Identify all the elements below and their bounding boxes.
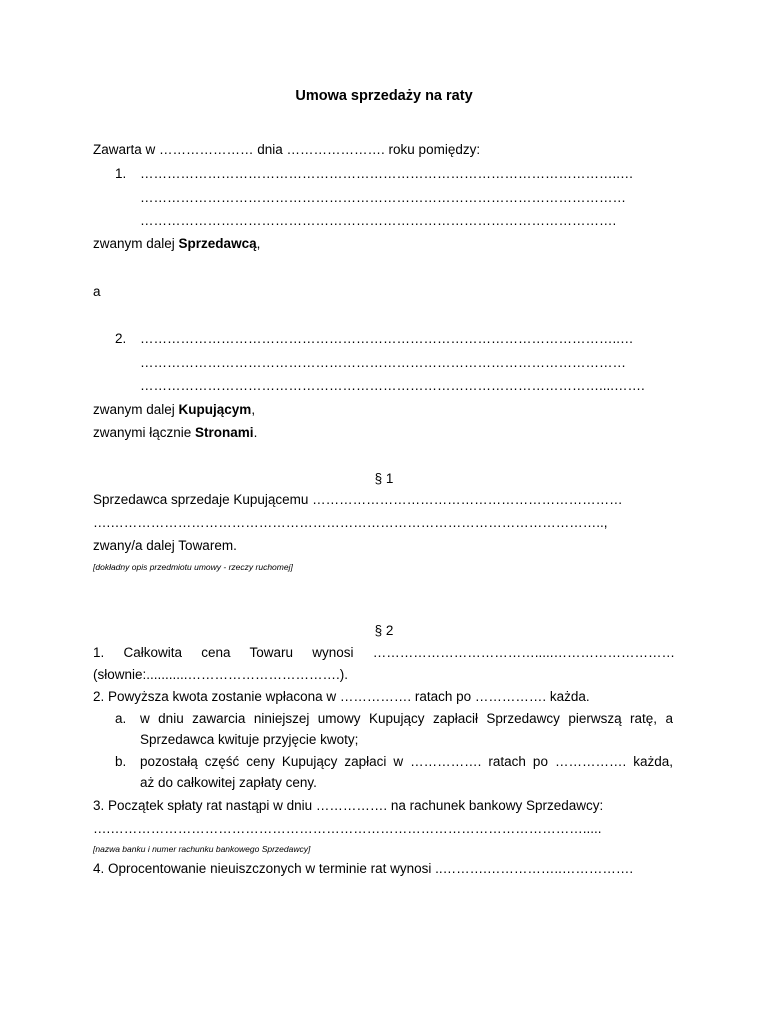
party1-line-3: ……………………………………………………………………………………………. (140, 213, 617, 228)
parties-designation (93, 423, 675, 443)
party1-line-1: ……………………………………………………………………………………………..… (140, 166, 634, 181)
section-1-heading: § 1 (374, 471, 394, 486)
party2-line-1: ……………………………………………………………………………………………..… (140, 331, 634, 346)
seller-designation-prefix: zwanym dalej (93, 236, 179, 251)
item-a-line-1: w dniu zawarcia niniejszej umowy Kupujący zapłacił Sprzedawcy pierwszą ratę, a (140, 711, 673, 726)
parties-designation-suffix: . (253, 425, 258, 440)
parties-designation-prefix: zwanymi łącznie (93, 425, 196, 440)
section-1-line-2: ….……………………………………………………………………………………………….., (93, 515, 608, 530)
section-2-p3-note: [nazwa banku i numer rachunku bankowego Sprzedawcy] (93, 844, 311, 854)
section-2-p1-line-1: 1. Całkowita cena Towaru wynosi ……………………………….....……………………… (93, 645, 675, 660)
seller-designation-term: Sprzedawcą (178, 236, 257, 251)
item-b-line-1: pozostałą część ceny Kupujący zapłaci w ……………. ratach po ……………. każda, (140, 754, 673, 769)
section-2-p3-line-1: 3. Początek spłaty rat nastąpi w dniu ……………. na rachunek bankowy Sprzedawcy: (93, 798, 604, 813)
item-b-line-2: aż do całkowitej zapłaty ceny. (140, 775, 317, 790)
party1-number: 1. (115, 166, 127, 181)
section-2-heading: § 2 (374, 623, 394, 638)
seller-designation (93, 234, 675, 254)
party2-line-3: …………………………………………………………………………………………....……. (140, 378, 645, 393)
intro-line: Zawarta w ………………… dnia …………………. roku pomiędzy: (93, 142, 481, 157)
item-a-label: a. (115, 711, 127, 726)
buyer-designation-prefix: zwanym dalej (93, 402, 179, 417)
item-b-label: b. (115, 754, 127, 769)
section-1-line-1: Sprzedawca sprzedaje Kupującemu …………………………………………………………… (93, 492, 623, 507)
section-2-p1-line-2: (słownie:...........…………………………….). (93, 667, 349, 682)
party1-line-2: ……………………………………………………………………………………………… (140, 190, 626, 205)
section-2-p4: 4. Oprocentowanie nieuiszczonych w terminie rat wynosi ..……….……………..……………. (93, 861, 634, 876)
seller-designation-suffix: , (256, 236, 261, 251)
buyer-designation-suffix: , (251, 402, 256, 417)
section-2-p3-line-2: ….……………………………………………………………………………………………..... (93, 821, 602, 836)
party2-number: 2. (115, 331, 127, 346)
section-1-note: [dokładny opis przedmiotu umowy - rzeczy ruchomej] (93, 562, 293, 572)
and-conjunction: a (93, 284, 101, 299)
buyer-designation-term: Kupującym (178, 402, 252, 417)
section-1-line-3: zwany/a dalej Towarem. (93, 538, 237, 553)
party2-line-2: ……………………………………………………………………………………………… (140, 355, 626, 370)
document-title: Umowa sprzedaży na raty (295, 88, 473, 104)
buyer-designation (93, 400, 675, 420)
parties-designation-term: Stronami (195, 425, 254, 440)
section-2-p2: 2. Powyższa kwota zostanie wpłacona w ……………. ratach po ……………. każda. (93, 689, 590, 704)
item-a-line-2: Sprzedawca kwituje przyjęcie kwoty; (140, 732, 359, 747)
